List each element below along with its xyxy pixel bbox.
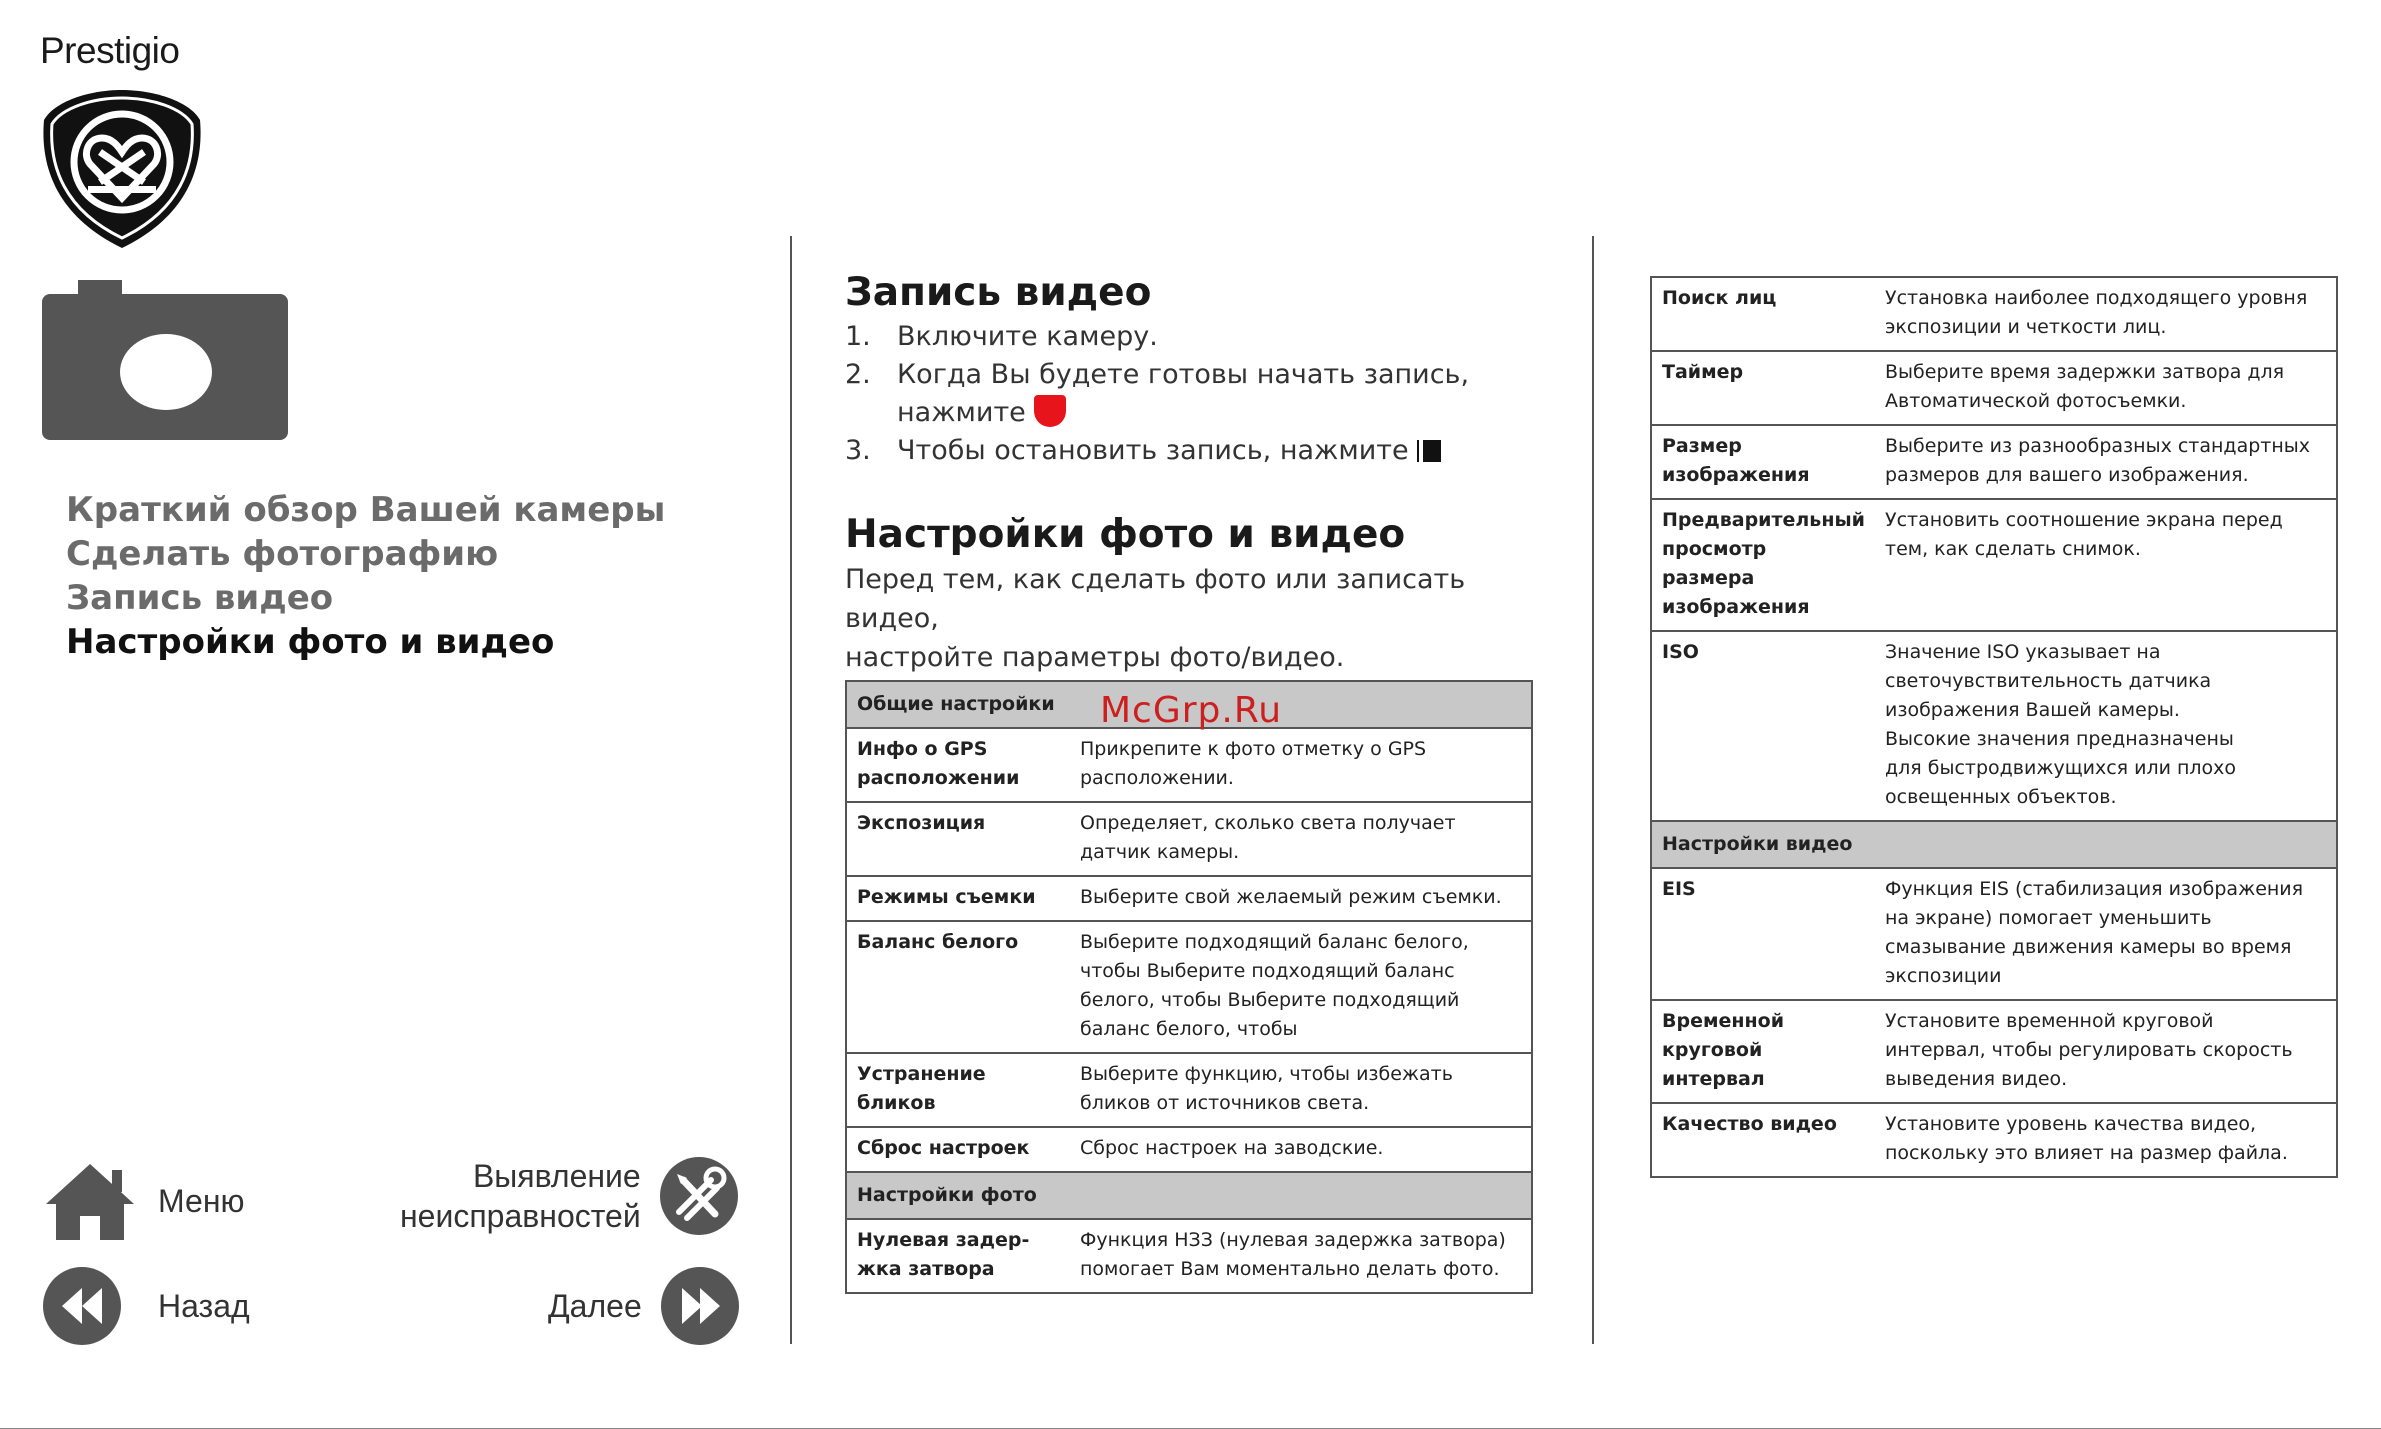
table-row <box>1651 351 2337 425</box>
list-item <box>845 318 1545 356</box>
setting-name-line: Поиск лиц <box>1662 287 1777 309</box>
setting-description-line: Высокие значения предназначены <box>1885 728 2234 750</box>
step-number: 1. <box>845 321 871 352</box>
next-button[interactable] <box>548 1266 740 1346</box>
table-row <box>1651 499 2337 631</box>
settings-table-photo-video <box>1650 276 2338 1178</box>
setting-description-line: Выберите из разнообразных стандартных <box>1885 435 2311 457</box>
setting-name <box>846 876 1070 921</box>
setting-description <box>1875 1000 2337 1103</box>
setting-name-line: Экспозиция <box>857 812 986 834</box>
setting-description-line: тем, как сделать снимок. <box>1885 538 2141 560</box>
setting-name <box>1651 868 1875 1000</box>
table-row <box>1651 631 2337 821</box>
table-section-header <box>846 1172 1532 1219</box>
setting-description-line: Установка наиболее подходящего уровня <box>1885 287 2308 309</box>
setting-description-line: выведения видео. <box>1885 1068 2068 1090</box>
setting-name-line: расположении <box>857 767 1020 789</box>
setting-description <box>1070 1219 1532 1293</box>
setting-name <box>846 1219 1070 1293</box>
setting-description-line: светочувствительность датчика <box>1885 670 2212 692</box>
setting-description <box>1875 499 2337 631</box>
setting-name-line: Размер <box>1662 435 1742 457</box>
setting-description-line: расположении. <box>1080 767 1234 789</box>
setting-description-line: смазывание движения камеры во время <box>1885 936 2292 958</box>
brand-name: Prestigio <box>40 30 180 71</box>
setting-name <box>1651 631 1875 821</box>
setting-name-line: EIS <box>1662 878 1696 900</box>
setting-name <box>1651 1103 1875 1177</box>
setting-description-line: Выберите время задержки затвора для <box>1885 361 2285 383</box>
setting-description-line: на экране) помогает уменьшить <box>1885 907 2212 929</box>
setting-description-line: Функция НЗЗ (нулевая задержка затвора) <box>1080 1229 1506 1251</box>
setting-description <box>1070 876 1532 921</box>
setting-name-line: жка затвора <box>857 1258 995 1280</box>
step-number: 2. <box>845 359 871 390</box>
back-label: Назад <box>158 1288 250 1324</box>
step-number: 3. <box>845 435 871 466</box>
back-button[interactable] <box>42 1266 250 1346</box>
section-header-label: Настройки фото <box>846 1172 1532 1219</box>
setting-name-line: Предварительный <box>1662 509 1865 531</box>
setting-description <box>1070 802 1532 876</box>
tools-icon <box>659 1156 739 1236</box>
toc-record-video-link[interactable]: Запись видео <box>66 578 334 618</box>
setting-description-line: размеров для вашего изображения. <box>1885 464 2249 486</box>
intro-line: настройте параметры фото/видео. <box>845 642 1345 673</box>
table-row <box>846 1053 1532 1127</box>
list-item <box>845 356 1545 432</box>
setting-description-line: экспозиции <box>1885 965 2002 987</box>
setting-name <box>1651 425 1875 499</box>
toc-take-photo-link[interactable]: Сделать фотографию <box>66 534 499 574</box>
column-divider-right <box>1592 236 1594 1344</box>
toc-overview-link[interactable]: Краткий обзор Вашей камеры <box>66 490 666 530</box>
setting-description-line: белого, чтобы Выберите подходящий <box>1080 989 1460 1011</box>
setting-name-line: Устранение <box>857 1063 986 1085</box>
setting-description-line: бликов от источников света. <box>1080 1092 1370 1114</box>
table-row <box>1651 277 2337 351</box>
settings-heading: Настройки фото и видео <box>845 512 1406 557</box>
setting-name-line: Инфо о GPS <box>857 738 988 760</box>
setting-description-line: Функция EIS (стабилизация изображения <box>1885 878 2304 900</box>
rewind-icon <box>42 1266 122 1346</box>
setting-description <box>1070 728 1532 802</box>
list-item <box>845 432 1545 470</box>
toc-settings-link[interactable]: Настройки фото и видео <box>66 622 555 662</box>
setting-description-line: Автоматической фотосъемки. <box>1885 390 2187 412</box>
setting-description-line: поскольку это влияет на размер файла. <box>1885 1142 2288 1164</box>
setting-name-line: Таймер <box>1662 361 1744 383</box>
troubleshooting-button[interactable] <box>400 1156 739 1236</box>
setting-name-line: Сброс настроек <box>857 1137 1030 1159</box>
setting-description-line: Выберите подходящий баланс белого, <box>1080 931 1469 953</box>
setting-description-line: Установите уровень качества видео, <box>1885 1113 2257 1135</box>
setting-name-line: бликов <box>857 1092 936 1114</box>
step-text: Чтобы остановить запись, нажмите <box>897 435 1409 466</box>
home-icon <box>42 1160 138 1242</box>
setting-description <box>1070 921 1532 1053</box>
intro-line: Перед тем, как сделать фото или записать видео, <box>845 564 1466 634</box>
setting-description-line: экспозиции и четкости лиц. <box>1885 316 2167 338</box>
setting-description-line: интервал, чтобы регулировать скорость <box>1885 1039 2293 1061</box>
table-section-header <box>1651 821 2337 868</box>
setting-name <box>846 802 1070 876</box>
setting-description-line: Сброс настроек на заводские. <box>1080 1137 1384 1159</box>
section-header-label: Общие настройки <box>846 681 1532 728</box>
setting-name-line: просмотр размера <box>1662 538 1767 589</box>
record-steps-list <box>845 318 1545 470</box>
setting-name-line: Нулевая задер- <box>857 1229 1030 1251</box>
table-row <box>846 876 1532 921</box>
prestigio-logo <box>38 86 206 252</box>
setting-name-line: изображения <box>1662 596 1810 618</box>
setting-description-line: датчик камеры. <box>1080 841 1240 863</box>
setting-name <box>846 1127 1070 1172</box>
setting-description-line: Значение ISO указывает на <box>1885 641 2161 663</box>
setting-description-line: чтобы Выберите подходящий баланс <box>1080 960 1455 982</box>
setting-name <box>846 921 1070 1053</box>
table-row <box>1651 868 2337 1000</box>
watermark: McGrp.Ru <box>1100 690 1283 731</box>
section-header-label: Настройки видео <box>1651 821 2337 868</box>
setting-name-line: Баланс белого <box>857 931 1019 953</box>
setting-description-line: освещенных объектов. <box>1885 786 2117 808</box>
setting-name <box>1651 277 1875 351</box>
menu-button[interactable] <box>42 1160 244 1242</box>
next-label: Далее <box>548 1288 642 1324</box>
setting-name-line: Качество видео <box>1662 1113 1837 1135</box>
record-video-heading: Запись видео <box>845 270 1152 315</box>
setting-description-line: помогает Вам моментально делать фото. <box>1080 1258 1500 1280</box>
step-text-continued: нажмите <box>897 397 1026 428</box>
setting-description-line: Установить соотношение экрана перед <box>1885 509 2283 531</box>
fast-forward-icon <box>660 1266 740 1346</box>
column-divider-left <box>790 236 792 1344</box>
troubleshooting-label-line1: Выявление <box>472 1158 641 1194</box>
setting-description-line: Выберите свой желаемый режим съемки. <box>1080 886 1502 908</box>
setting-description-line: Выберите функцию, чтобы избежать <box>1080 1063 1453 1085</box>
setting-description-line: Прикрепите к фото отметку о GPS <box>1080 738 1427 760</box>
troubleshooting-label-line2: неисправностей <box>400 1198 641 1234</box>
setting-description <box>1875 351 2337 425</box>
setting-name <box>1651 1000 1875 1103</box>
setting-description-line: Определяет, сколько света получает <box>1080 812 1456 834</box>
table-row <box>846 921 1532 1053</box>
setting-name-line: изображения <box>1662 464 1810 486</box>
setting-name-line: Режимы съемки <box>857 886 1036 908</box>
setting-description <box>1875 868 2337 1000</box>
setting-description-line: для быстродвижущихся или плохо <box>1885 757 2237 779</box>
table-row <box>846 1219 1532 1293</box>
table-row <box>846 728 1532 802</box>
step-text: Включите камеру. <box>897 321 1158 352</box>
table-row <box>846 802 1532 876</box>
stop-icon <box>1419 440 1441 462</box>
table-row <box>1651 1000 2337 1103</box>
setting-name <box>1651 499 1875 631</box>
setting-name-line: круговой интервал <box>1662 1039 1765 1090</box>
table-row <box>846 1127 1532 1172</box>
settings-table-general <box>845 680 1533 1294</box>
setting-description <box>1875 277 2337 351</box>
setting-description-line: Установите временной круговой <box>1885 1010 2214 1032</box>
setting-description <box>1875 631 2337 821</box>
setting-name <box>846 728 1070 802</box>
setting-name-line: ISO <box>1662 641 1699 663</box>
setting-description <box>1070 1053 1532 1127</box>
record-icon <box>1034 395 1066 427</box>
table-row <box>1651 1103 2337 1177</box>
step-text: Когда Вы будете готовы начать запись, <box>897 359 1470 390</box>
settings-intro <box>845 560 1545 677</box>
setting-name <box>846 1053 1070 1127</box>
camera-icon <box>42 280 288 440</box>
setting-description <box>1875 425 2337 499</box>
table-row <box>1651 425 2337 499</box>
setting-description-line: изображения Вашей камеры. <box>1885 699 2180 721</box>
setting-description <box>1070 1127 1532 1172</box>
setting-name-line: Временной <box>1662 1010 1785 1032</box>
table-of-contents <box>66 488 665 664</box>
setting-name <box>1651 351 1875 425</box>
menu-label: Меню <box>158 1183 245 1219</box>
setting-description <box>1875 1103 2337 1177</box>
setting-description-line: баланс белого, чтобы <box>1080 1018 1298 1040</box>
